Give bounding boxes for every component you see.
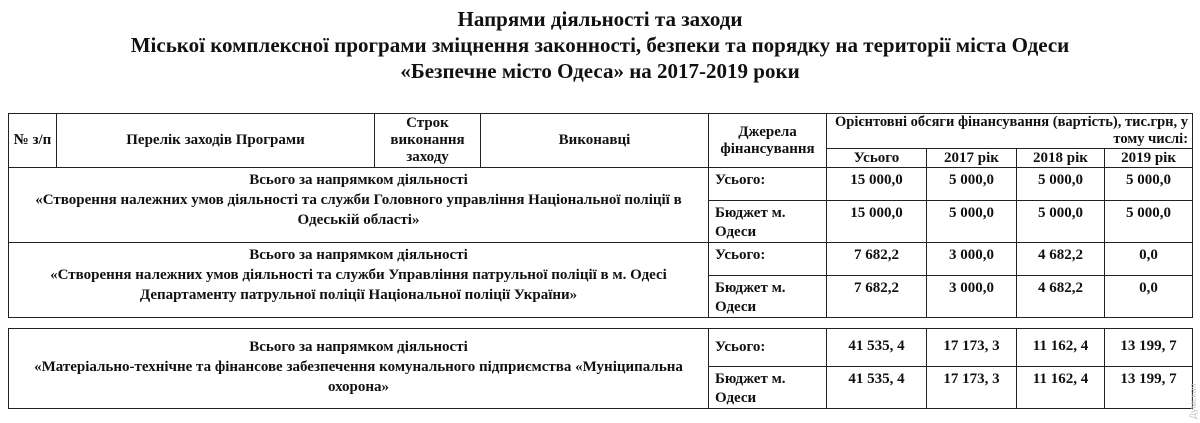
header-executors: Виконавці bbox=[481, 114, 709, 168]
source-cell: Бюджет м. Одеси bbox=[709, 367, 827, 409]
y2018-cell: 4 682,2 bbox=[1017, 276, 1105, 318]
table-header-row bbox=[9, 114, 1193, 149]
source-cell: Усього: bbox=[709, 243, 827, 276]
y2019-cell: 13 199, 7 bbox=[1105, 329, 1193, 367]
total-cell: 15 000,0 bbox=[827, 168, 927, 201]
y2018-cell: 4 682,2 bbox=[1017, 243, 1105, 276]
header-total: Усього bbox=[827, 149, 927, 168]
total-cell: 15 000,0 bbox=[827, 201, 927, 243]
table-row bbox=[9, 243, 1193, 276]
group-1-header: Всього за напрямком діяльності bbox=[249, 172, 468, 188]
total-cell: 7 682,2 bbox=[827, 243, 927, 276]
y2019-cell: 13 199, 7 bbox=[1105, 367, 1193, 409]
group-1-name: «Створення належних умов діяльності та служби Головного управління Національної поліції в Одеській області» bbox=[35, 192, 682, 228]
y2017-cell: 5 000,0 bbox=[927, 168, 1017, 201]
table-row bbox=[9, 329, 1193, 367]
y2019-cell: 0,0 bbox=[1105, 243, 1193, 276]
group-3-description bbox=[9, 329, 709, 409]
y2019-cell: 5 000,0 bbox=[1105, 201, 1193, 243]
y2018-cell: 5 000,0 bbox=[1017, 201, 1105, 243]
group-2-header: Всього за напрямком діяльності bbox=[249, 247, 468, 263]
source-cell: Бюджет м. Одеси bbox=[709, 276, 827, 318]
title-line-1: Напрями діяльності та заходи bbox=[457, 7, 743, 31]
header-2018: 2018 рік bbox=[1017, 149, 1105, 168]
y2019-cell: 0,0 bbox=[1105, 276, 1193, 318]
table-row bbox=[9, 168, 1193, 201]
header-funding: Орієнтовні обсяги фінансування (вартість), тис.грн, у тому числі: bbox=[827, 114, 1193, 149]
title-line-2: Міської комплексної програми зміцнення законності, безпеки та порядку на території міста Одеси bbox=[130, 33, 1070, 57]
header-term: Строк виконання заходу bbox=[375, 114, 481, 168]
y2017-cell: 17 173, 3 bbox=[927, 329, 1017, 367]
header-2017: 2017 рік bbox=[927, 149, 1017, 168]
total-cell: 41 535, 4 bbox=[827, 329, 927, 367]
separator-cell bbox=[9, 318, 1193, 329]
y2017-cell: 3 000,0 bbox=[927, 276, 1017, 318]
y2019-cell: 5 000,0 bbox=[1105, 168, 1193, 201]
group-3-header: Всього за напрямком діяльності bbox=[249, 339, 468, 355]
header-num: № з/п bbox=[9, 114, 57, 168]
group-1-description bbox=[9, 168, 709, 243]
header-sources: Джерела фінансування bbox=[709, 114, 827, 168]
group-2-description bbox=[9, 243, 709, 318]
source-cell: Бюджет м. Одеси bbox=[709, 201, 827, 243]
group-3-name: «Матеріально-технічне та фінансове забезпечення комунального підприємства «Муніципальна охорона» bbox=[34, 359, 683, 395]
program-table bbox=[8, 113, 1193, 409]
document-title bbox=[0, 6, 1200, 84]
y2018-cell: 5 000,0 bbox=[1017, 168, 1105, 201]
group-2-name: «Створення належних умов діяльності та служби Управління патрульної поліції в м. Одесі Департаменту патрульної поліції Національної поліції України» bbox=[50, 267, 667, 303]
y2017-cell: 5 000,0 bbox=[927, 201, 1017, 243]
source-cell: Усього: bbox=[709, 168, 827, 201]
y2017-cell: 3 000,0 bbox=[927, 243, 1017, 276]
header-2019: 2019 рік bbox=[1105, 149, 1193, 168]
title-line-3: «Безпечне місто Одеса» на 2017-2019 роки bbox=[400, 59, 800, 83]
y2017-cell: 17 173, 3 bbox=[927, 367, 1017, 409]
total-cell: 7 682,2 bbox=[827, 276, 927, 318]
y2018-cell: 11 162, 4 bbox=[1017, 367, 1105, 409]
header-measures: Перелік заходів Програми bbox=[57, 114, 375, 168]
watermark: Думская bbox=[1188, 383, 1198, 419]
y2018-cell: 11 162, 4 bbox=[1017, 329, 1105, 367]
group-separator bbox=[9, 318, 1193, 329]
source-cell: Усього: bbox=[709, 329, 827, 367]
total-cell: 41 535, 4 bbox=[827, 367, 927, 409]
